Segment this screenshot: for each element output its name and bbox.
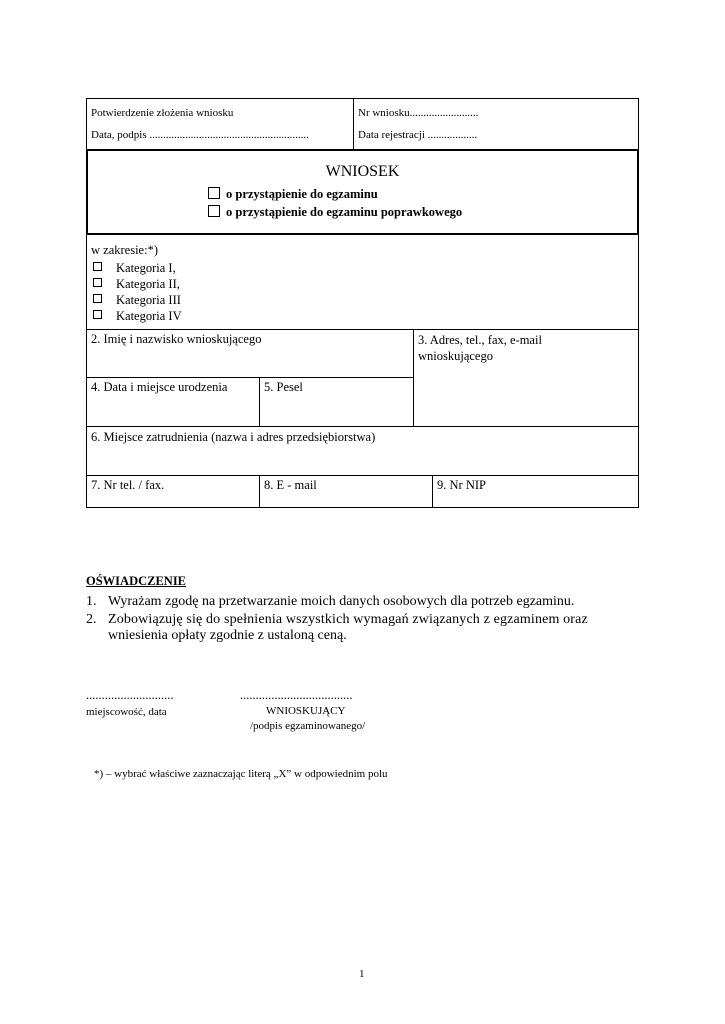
category-label: Kategoria II, [116,277,180,291]
category-list [93,260,182,324]
employment-field[interactable] [86,426,639,476]
place-date-line[interactable]: ............................ [86,688,174,702]
page-number: 1 [359,968,365,980]
name-field-label: 2. Imię i nazwisko wnioskującego [91,332,262,346]
category-item-2[interactable] [93,276,182,292]
birth-field[interactable] [86,377,260,427]
pesel-field-label: 5. Pesel [264,380,303,394]
item-number: 1. [86,594,97,609]
place-date-label: miejscowość, data [86,706,167,718]
checkbox-exam[interactable] [208,187,220,199]
name-field[interactable] [86,329,414,378]
category-item-3[interactable] [93,292,182,308]
registration-date-field[interactable]: Data rejestracji .................. [358,129,478,141]
category-label: Kategoria III [116,293,181,307]
option-exam-label: o przystąpienie do egzaminu [226,187,378,201]
category-item-1[interactable] [93,260,182,276]
option-exam[interactable] [208,187,378,202]
birth-field-label: 4. Data i miejsce urodzenia [91,380,228,394]
confirmation-box [86,98,354,150]
item-text-line1: Zobowiązuję się do spełnienia wszystkich wymagań związanych z egzaminem oraz [108,612,588,627]
registration-box [353,98,639,150]
scope-box [86,234,639,330]
nip-field-label: 9. Nr NIP [437,478,486,492]
nip-field[interactable] [432,475,639,508]
checkbox-retake[interactable] [208,205,220,217]
option-retake[interactable] [208,205,462,220]
employment-field-label: 6. Miejsce zatrudnienia (nazwa i adres przedsiębiorstwa) [91,430,376,444]
date-signature-field[interactable]: Data, podpis .......................................................... [91,129,309,141]
address-field-label: 3. Adres, tel., fax, e-mail wnioskującego [418,333,542,363]
phone-field-label: 7. Nr tel. / fax. [91,478,165,492]
signature-label: /podpis egzaminowanego/ [250,720,366,732]
item-text: Wyrażam zgodę na przetwarzanie moich danych osobowych dla potrzeb egzaminu. [108,594,575,609]
category-checkbox[interactable] [93,278,102,287]
email-field-label: 8. E - mail [264,478,317,492]
category-checkbox[interactable] [93,294,102,303]
page-title: WNIOSEK [325,163,400,180]
scope-label: w zakresie:*) [91,243,158,257]
item-number: 2. [86,612,97,627]
pesel-field[interactable] [259,377,414,427]
option-retake-label: o przystąpienie do egzaminu poprawkowego [226,205,463,219]
category-checkbox[interactable] [93,310,102,319]
confirmation-label: Potwierdzenie złożenia wniosku [91,107,234,119]
item-text-line2: wniesienia opłaty zgodnie z ustaloną ceną. [108,628,347,643]
footnote: *) – wybrać właściwe zaznaczając literą „X” w odpowiednim polu [94,768,388,780]
category-checkbox[interactable] [93,262,102,271]
application-heading-box [86,149,639,235]
category-label: Kategoria IV [116,309,182,323]
applicant-label: WNIOSKUJĄCY [266,705,346,717]
phone-field[interactable] [86,475,260,508]
signature-line[interactable]: .................................... [240,688,353,702]
category-label: Kategoria I, [116,261,176,275]
declaration-item-2 [86,612,639,644]
category-item-4[interactable] [93,308,182,324]
declaration-item-1 [86,594,639,610]
email-field[interactable] [259,475,433,508]
declaration-title: OŚWIADCZENIE [86,574,187,588]
address-field[interactable] [413,329,639,427]
application-number-field[interactable]: Nr wniosku......................... [358,107,479,119]
